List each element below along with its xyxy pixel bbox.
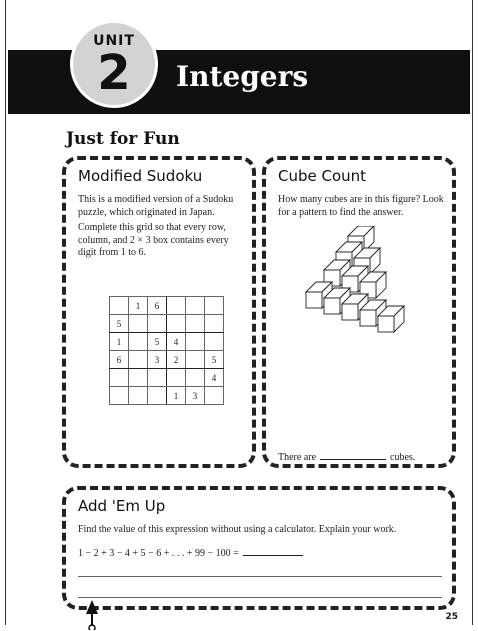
sudoku-cell xyxy=(129,351,148,369)
sudoku-cell xyxy=(205,297,224,315)
sudoku-cell xyxy=(110,387,129,405)
sudoku-cell: 5 xyxy=(148,333,167,351)
sudoku-cell xyxy=(110,297,129,315)
sudoku-cell xyxy=(148,387,167,405)
sudoku-cell xyxy=(167,315,186,333)
unit-label: UNIT xyxy=(93,33,135,49)
sudoku-row xyxy=(110,369,224,387)
sudoku-cell: 5 xyxy=(110,315,129,333)
sudoku-row xyxy=(110,333,224,351)
sudoku-cell: 6 xyxy=(148,297,167,315)
sudoku-intro: This is a modified version of a Sudoku puzzle, which originated in Japan. xyxy=(78,194,234,218)
sudoku-cell xyxy=(186,315,205,333)
cube-answer-blank[interactable] xyxy=(320,450,386,460)
sudoku-row xyxy=(110,315,224,333)
sudoku-cell: 2 xyxy=(167,351,186,369)
sum-question: Find the value of this expression without using a calculator. Explain your work. xyxy=(78,524,397,535)
section-title: Just for Fun xyxy=(66,129,180,149)
sudoku-cell: 1 xyxy=(167,387,186,405)
sudoku-cell xyxy=(167,369,186,387)
sudoku-card-title: Modified Sudoku xyxy=(78,167,203,185)
sudoku-cell xyxy=(205,333,224,351)
sudoku-grid xyxy=(109,296,224,405)
sudoku-row xyxy=(110,351,224,369)
page-number: 25 xyxy=(445,612,458,622)
cube-question: How many cubes are in this figure? Look for a pattern to find the answer. xyxy=(278,194,444,218)
sudoku-cell: 1 xyxy=(110,333,129,351)
sudoku-cell: 5 xyxy=(205,351,224,369)
sudoku-cell xyxy=(167,297,186,315)
sudoku-cell xyxy=(129,369,148,387)
sudoku-cell xyxy=(129,333,148,351)
cube-card-title: Cube Count xyxy=(278,167,367,185)
sudoku-cell xyxy=(186,297,205,315)
sudoku-cell: 3 xyxy=(148,351,167,369)
sudoku-cell: 1 xyxy=(129,297,148,315)
unit-badge xyxy=(70,20,158,108)
unit-title: Integers xyxy=(176,60,309,93)
sum-answer-blank[interactable] xyxy=(243,546,303,556)
sum-card-title: Add 'Em Up xyxy=(78,497,166,515)
sudoku-cell xyxy=(205,387,224,405)
sudoku-cell: 4 xyxy=(167,333,186,351)
cube-answer-prefix: There are xyxy=(278,452,317,463)
unit-number: 2 xyxy=(97,45,131,101)
sudoku-cell: 6 xyxy=(110,351,129,369)
sudoku-cell xyxy=(148,369,167,387)
sudoku-cell xyxy=(186,333,205,351)
sudoku-cell xyxy=(186,351,205,369)
cube-answer xyxy=(278,450,448,465)
work-line[interactable] xyxy=(78,597,442,598)
sudoku-cell xyxy=(186,369,205,387)
cube-figure xyxy=(296,226,412,336)
sudoku-row xyxy=(110,387,224,405)
sum-expression-line xyxy=(78,546,448,561)
arrow-up-icon xyxy=(85,600,99,630)
cube-answer-suffix: cubes. xyxy=(390,452,416,463)
sum-expression: 1 − 2 + 3 − 4 + 5 − 6 + . . . + 99 − 100 = xyxy=(78,548,239,559)
sudoku-row xyxy=(110,297,224,315)
sudoku-instructions: Complete this grid so that every row, column, and 2 × 3 box contains every digit from 1 to 6. xyxy=(78,222,229,258)
sudoku-cell: 4 xyxy=(205,369,224,387)
sudoku-cell xyxy=(129,387,148,405)
sudoku-cell: 3 xyxy=(186,387,205,405)
sudoku-cell xyxy=(129,315,148,333)
work-line[interactable] xyxy=(78,576,442,577)
sudoku-cell xyxy=(110,369,129,387)
sudoku-cell xyxy=(205,315,224,333)
sudoku-cell xyxy=(148,315,167,333)
